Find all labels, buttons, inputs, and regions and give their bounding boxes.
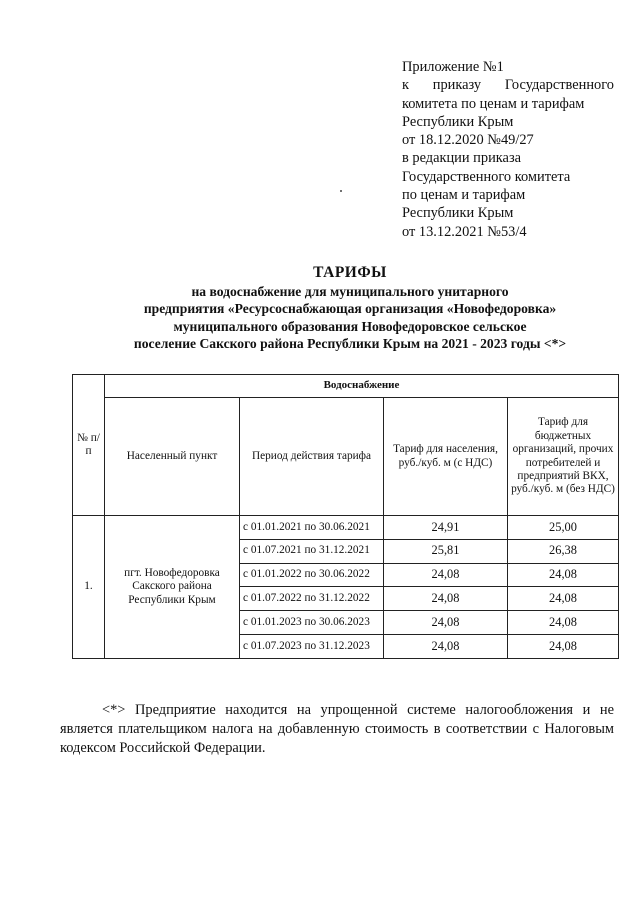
header-budget-tariff: Тариф для бюджетных организаций, прочих потребителей и предприятий ВКХ, руб./куб. м (без НДС) — [508, 398, 619, 516]
period-cell: с 01.07.2022 по 31.12.2022 — [240, 587, 384, 611]
appendix-block — [402, 58, 614, 241]
appendix-line: Республики Крым — [402, 113, 514, 130]
period-cell: с 01.01.2021 по 30.06.2021 — [240, 516, 384, 540]
title-line: на водоснабжение для муниципального унитарного — [191, 284, 509, 299]
budget-tariff-cell: 24,08 — [508, 634, 619, 658]
appendix-line: Государственного комитета — [402, 168, 571, 185]
header-locality: Населенный пункт — [105, 398, 240, 516]
period-cell: с 01.07.2021 по 31.12.2021 — [240, 539, 384, 563]
population-tariff-cell: 25,81 — [384, 539, 508, 563]
population-tariff-cell: 24,91 — [384, 516, 508, 540]
population-tariff-cell: 24,08 — [384, 611, 508, 635]
appendix-line: комитета по ценам и тарифам — [402, 95, 585, 112]
appendix-line: Приложение №1 — [402, 59, 504, 75]
title-main: ТАРИФЫ — [313, 264, 387, 281]
budget-tariff-cell: 25,00 — [508, 516, 619, 540]
period-cell: с 01.01.2023 по 30.06.2023 — [240, 611, 384, 635]
appendix-line: от 18.12.2020 №49/27 — [402, 132, 534, 149]
appendix-line: от 13.12.2021 №53/4 — [402, 223, 527, 240]
title-line: муниципального образования Новофедоровское сельское — [173, 318, 527, 334]
title-line: поселение Сакского района Республики Крым на 2021 - 2023 годы <*> — [133, 336, 567, 352]
header-water-supply: Водоснабжение — [105, 375, 619, 398]
document-title — [60, 263, 640, 353]
population-tariff-cell: 24,08 — [384, 563, 508, 587]
budget-tariff-cell: 26,38 — [508, 539, 619, 563]
appendix-line: в редакции приказа — [402, 150, 522, 167]
footnote — [60, 701, 614, 758]
title-line: предприятия «Ресурсоснабжающая организация «Новофедоровка» — [143, 301, 557, 317]
header-number: № п/п — [73, 375, 105, 516]
population-tariff-cell: 24,08 — [384, 634, 508, 658]
budget-tariff-cell: 24,08 — [508, 563, 619, 587]
header-period: Период действия тарифа — [240, 398, 384, 516]
appendix-line: Республики Крым — [402, 205, 514, 222]
period-cell: с 01.07.2023 по 31.12.2023 — [240, 634, 384, 658]
budget-tariff-cell: 24,08 — [508, 587, 619, 611]
appendix-line: по ценам и тарифам — [402, 187, 526, 204]
period-cell: с 01.01.2022 по 30.06.2022 — [240, 563, 384, 587]
budget-tariff-cell: 24,08 — [508, 611, 619, 635]
tariff-table — [72, 374, 619, 659]
locality-cell: пгт. Новофедоровка Сакского района Республики Крым — [105, 516, 240, 659]
scan-speck — [340, 190, 342, 192]
appendix-line: к приказу Государственного — [402, 77, 614, 94]
table-row — [73, 516, 619, 540]
row-number: 1. — [73, 516, 105, 659]
footnote-text: <*> Предприятие находится на упрощенной системе налогообложения и не является плательщиком налога на добавленную стоимость в соответствии с Налоговым кодексом Российской Федерации. — [60, 702, 614, 756]
header-population-tariff: Тариф для населения, руб./куб. м (с НДС) — [384, 398, 508, 516]
population-tariff-cell: 24,08 — [384, 587, 508, 611]
